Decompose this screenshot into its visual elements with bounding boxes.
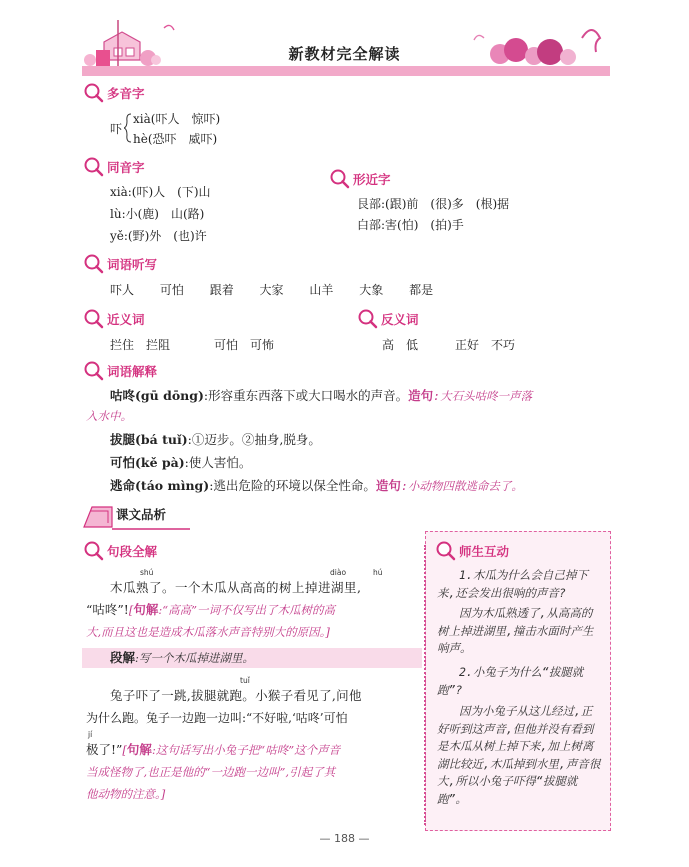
section-polyphone: [82, 82, 145, 104]
pinyin-shu: shú: [140, 568, 154, 577]
magnifier-icon: [82, 82, 104, 104]
section-explanation: [82, 360, 157, 382]
pinyin-hu: hú: [373, 568, 383, 577]
interaction-answer-2: 因为小兔子从这儿经过,正好听到这声音,但他并没有看到是木瓜从树上掉下来,加上树离湖比较近,木瓜掉到水里,声音很大,所以小兔子吓得“拔腿就跑”。: [437, 704, 601, 806]
section-dictation: [82, 253, 157, 275]
example-label: 造句: [375, 478, 401, 493]
pinyin-diao: diào: [330, 568, 347, 577]
passage-p1-line2: “咕咚”![句解:“高高”一词不仅写出了木瓜树的高: [86, 602, 335, 617]
analysis-text: :“高高”一词不仅写出了木瓜树的高: [158, 603, 335, 617]
magnifier-icon: [82, 156, 104, 178]
definition: :①迈步。②抽身,脱身。: [187, 432, 321, 447]
dictation-word: 都是: [409, 283, 434, 297]
analysis-text: 当成怪物了,也正是他的“一边跑一边叫”,引起了其: [86, 765, 336, 779]
antonym-pair: 高 低: [382, 338, 419, 352]
term: 拔腿(bá tuǐ): [110, 432, 188, 447]
analysis-label: 句解: [126, 742, 152, 757]
passage-p2-line4: [86, 762, 335, 782]
analysis-text: :这句话写出小兔子把“咕咚”这个声音: [151, 743, 341, 757]
pinyin-tui: tuǐ: [240, 676, 250, 685]
homophone-line: xià:(吓)人 (下)山: [110, 185, 211, 199]
section-title: 句段全解: [107, 544, 158, 559]
term: 可怕(kě pà): [110, 455, 185, 470]
magnifier-icon: [82, 540, 104, 562]
section-title: 多音字: [107, 86, 145, 101]
interaction-question-2: 2.小兔子为什么“拔腿就跑”?: [437, 665, 584, 697]
dictation-word: 可怕: [159, 283, 184, 297]
magnifier-icon: [328, 168, 350, 190]
section-title: 同音字: [107, 160, 145, 175]
explanation-kepa: [110, 453, 251, 473]
definition: :逃出危险的环境以保全性命。: [209, 478, 376, 493]
page-number: — 188 —: [319, 832, 370, 845]
synonym-pair: 拦住 拦阻: [110, 338, 171, 352]
analysis-label: 句解: [133, 602, 159, 617]
homophone-line: yě:(野)外 (也)许: [110, 229, 207, 243]
interaction-answer-1: 因为木瓜熟透了,从高高的树上掉进湖里,撞击水面时产生响声。: [437, 606, 594, 655]
section-title: 词语听写: [107, 257, 158, 272]
header-title: 新教材完全解读: [288, 45, 401, 63]
term: 逃命(táo mìng): [110, 478, 210, 493]
definition: :形容重东西落下或大口喝水的声音。: [203, 388, 409, 403]
example-sentence: :小动物四散逃命去了。: [400, 479, 523, 493]
paragraph-summary: [110, 648, 254, 668]
polyphone-reading-1: xià(吓人 惊吓): [133, 112, 221, 126]
dictation-word: 跟着: [209, 283, 234, 297]
magnifier-icon: [82, 308, 104, 330]
dictation-word: 大象: [359, 283, 384, 297]
passage-p2-line3: 极了!”[句解:这句话写出小兔子把“咕咚”这个声音: [86, 742, 341, 757]
brace-icon: [124, 113, 132, 143]
passage-text: “咕咚”!: [86, 602, 129, 617]
magnifier-icon: [82, 253, 104, 275]
example-label: 造句: [408, 388, 434, 403]
section-title: 反义词: [381, 312, 419, 327]
section-title: 近义词: [107, 312, 145, 327]
section-title: 师生互动: [459, 544, 510, 559]
passage-p1-line1: 木瓜熟了。一个木瓜从高高的树上掉进湖里,: [110, 580, 362, 595]
passage-text: 极了!”: [86, 742, 123, 757]
lesson-analysis-title: 课文品析: [116, 507, 167, 522]
explanation-gudong: [110, 386, 532, 406]
dictation-word: 大家: [259, 283, 284, 297]
summary-text: :写一个木瓜掉进湖里。: [135, 651, 254, 665]
section-similar-shape: [328, 168, 391, 190]
passage-p2-line1: 兔子吓了一跳,拔腿就跑。小猴子看见了,问他: [110, 688, 362, 703]
magnifier-icon: [356, 308, 378, 330]
dictation-word: 吓人: [110, 283, 135, 297]
polyphone-reading-2: hè(恐吓 威吓): [133, 132, 218, 146]
magnifier-icon: [82, 360, 104, 382]
dictation-words: [110, 282, 433, 298]
explanation-taoming: [110, 476, 523, 496]
definition: :使人害怕。: [184, 455, 252, 470]
passage-p1-line3: [86, 622, 330, 642]
analysis-text: 他动物的注意。]: [86, 787, 166, 801]
box-dotted-border: [424, 545, 427, 825]
polyphone-char: 吓: [110, 122, 123, 136]
example-sentence: 入水中。: [86, 409, 132, 423]
antonym-pair: 正好 不巧: [455, 338, 516, 352]
homophone-line: lù:小(鹿) 山(路): [110, 207, 205, 221]
summary-label: 段解: [110, 650, 136, 665]
synonym-pair: 可怕 可怖: [214, 338, 275, 352]
term: 咕咚(gū dōng): [110, 388, 204, 403]
section-antonym: [356, 308, 419, 330]
section-interaction: [434, 540, 509, 562]
section-synonym: [82, 308, 145, 330]
explanation-gudong-cont: [86, 406, 132, 426]
passage-p2-line5: [86, 784, 165, 804]
section-homophone: [82, 156, 145, 178]
section-title: 形近字: [353, 172, 391, 187]
section-title: 词语解释: [107, 364, 158, 379]
explanation-batui: [110, 430, 321, 450]
pinyin-ji: jí: [88, 730, 93, 739]
dictation-word: 山羊: [309, 283, 334, 297]
passage-p2-line2: 为什么跑。兔子一边跑一边叫:“不好啦,‘咕咚’可怕: [86, 711, 348, 725]
interaction-question-1: 1.木瓜为什么会自己掉下来,还会发出很响的声音?: [437, 568, 588, 600]
magnifier-icon: [434, 540, 456, 562]
example-sentence: :大石头咕咚一声落: [433, 389, 533, 403]
similar-shape-line: 艮部:(跟)前 (很)多 (根)据: [357, 197, 510, 211]
similar-shape-line: 白部:害(怕) (拍)手: [357, 218, 464, 232]
analysis-text: 大,而且这也是造成木瓜落水声音特别大的原因。]: [86, 625, 330, 639]
section-sentence-analysis: [82, 540, 157, 562]
